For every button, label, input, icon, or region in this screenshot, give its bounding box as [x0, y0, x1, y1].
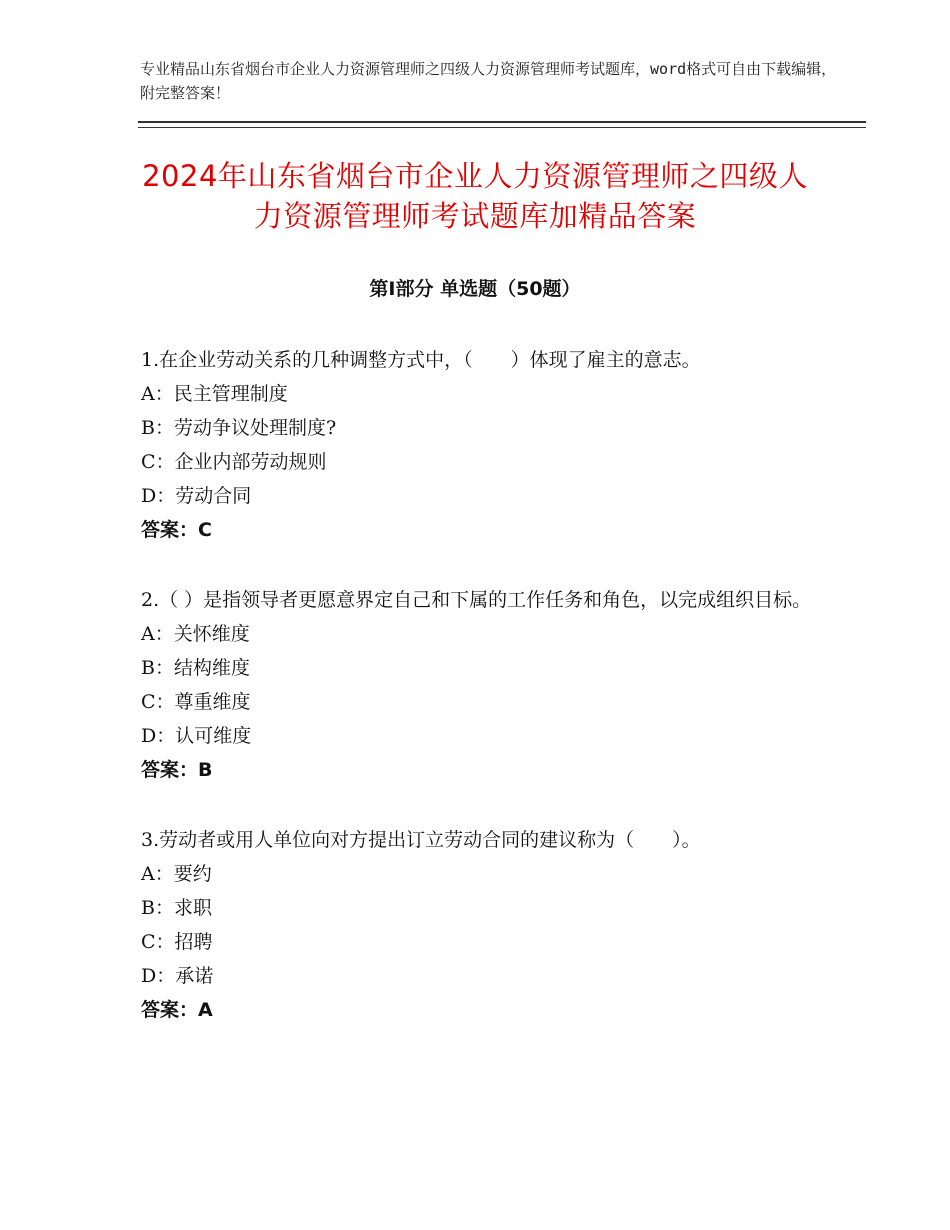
question-stem: 3.劳动者或用人单位向对方提出订立劳动合同的建议称为（ ）。	[141, 829, 701, 851]
option-b: B：结构维度	[141, 657, 250, 679]
answer: 答案：C	[141, 519, 212, 541]
option-c: C：尊重维度	[141, 691, 251, 713]
question-stem: 1.在企业劳动关系的几种调整方式中，（ ）体现了雇主的意志。	[141, 349, 701, 371]
question-2	[141, 583, 821, 787]
option-c: C：招聘	[141, 931, 213, 953]
option-a: A：民主管理制度	[141, 383, 288, 405]
option-b: B：劳动争议处理制度?	[141, 417, 337, 439]
section-heading: 第Ⅰ部分 单选题（50题）	[369, 278, 581, 300]
header-note: 专业精品山东省烟台市企业人力资源管理师之四级人力资源管理师考试题库，word格式可自由下载编辑，附完整答案！	[140, 60, 837, 102]
option-d: D：认可维度	[141, 725, 252, 747]
option-d: D：承诺	[141, 965, 214, 987]
question-list	[141, 343, 821, 1063]
answer: 答案：B	[141, 759, 213, 781]
option-a: A：要约	[141, 863, 212, 885]
answer: 答案：A	[141, 999, 213, 1021]
option-c: C：企业内部劳动规则	[141, 451, 327, 473]
document-title: 2024年山东省烟台市企业人力资源管理师之四级人力资源管理师考试题库加精品答案	[142, 159, 808, 233]
option-b: B：求职	[141, 897, 212, 919]
option-a: A：关怀维度	[141, 623, 250, 645]
question-stem: 2.（ ）是指领导者更愿意界定自己和下属的工作任务和角色，以完成组织目标。	[141, 589, 812, 611]
option-d: D：劳动合同	[141, 485, 252, 507]
question-3	[141, 823, 821, 1027]
question-1	[141, 343, 821, 547]
header-rule-thin	[138, 127, 866, 128]
header-rule-thick	[138, 121, 866, 123]
